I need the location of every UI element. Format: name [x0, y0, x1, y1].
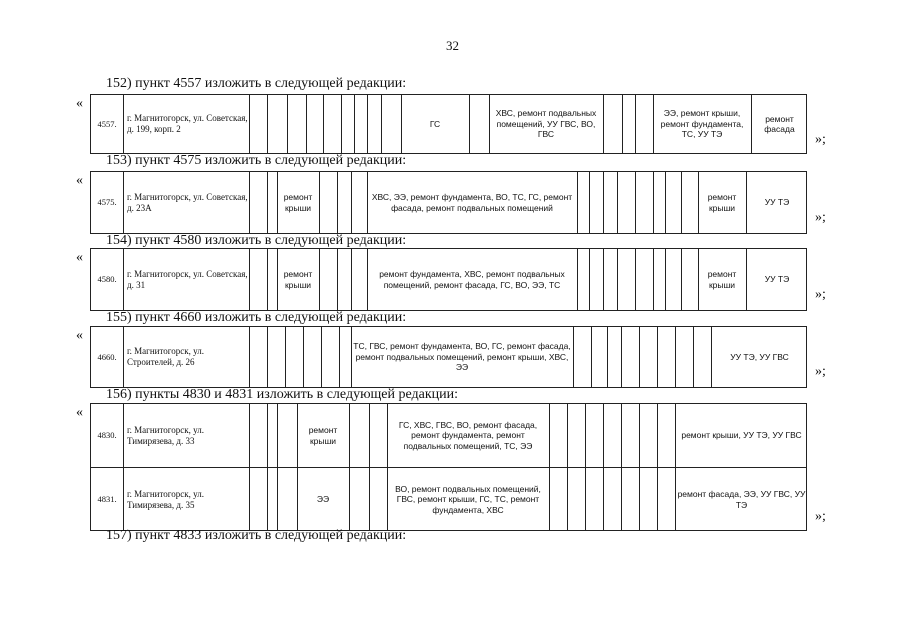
- work-cell: ремонт фасада: [764, 113, 795, 134]
- closing-quote: »;: [815, 210, 826, 225]
- table-row: [91, 404, 806, 467]
- table-row: [91, 327, 806, 387]
- row-number: 4660.: [97, 351, 117, 362]
- table-row: [91, 95, 806, 153]
- table-row: [91, 467, 806, 531]
- row-number: 4831.: [97, 494, 117, 505]
- work-cell: ВО, ремонт подвальных помещений, ГВС, ремонт крыши, ГС, ТС, ремонт фундамента, ХВС: [395, 483, 541, 515]
- work-cell: ГС: [429, 118, 441, 129]
- work-cell: ЭЭ, ремонт крыши, ремонт фундамента, ТС, УУ ТЭ: [660, 108, 744, 140]
- opening-quote: «: [76, 173, 83, 188]
- address-cell: г. Магнитогорск, ул. Советская, д. 23А: [127, 191, 248, 213]
- opening-quote: «: [76, 328, 83, 343]
- work-cell: УУ ТЭ, УУ ГВС: [730, 351, 789, 362]
- address-cell: г. Магнитогорск, ул. Советская, д. 199, корп. 2: [127, 113, 248, 134]
- table-row: [91, 249, 806, 310]
- amendment-heading-154: 154) пункт 4580 изложить в следующей редакции:: [106, 233, 407, 248]
- closing-quote: »;: [815, 287, 826, 302]
- work-cell: ремонт крыши: [283, 192, 313, 213]
- table-4830-4831: [90, 403, 807, 531]
- closing-quote: »;: [815, 132, 826, 147]
- work-cell: ремонт крыши: [283, 269, 313, 290]
- table-row: [91, 172, 806, 233]
- table-4557: [90, 94, 807, 154]
- work-cell: ремонт крыши, УУ ТЭ, УУ ГВС: [681, 430, 802, 441]
- amendment-heading-157: 157) пункт 4833 изложить в следующей редакции:: [106, 528, 407, 543]
- work-cell: ХВС, ЭЭ, ремонт фундамента, ВО, ТС, ГС, ремонт фасада, ремонт подвальных помещений: [371, 192, 573, 213]
- work-cell: ГС, ХВС, ГВС, ВО, ремонт фасада, ремонт фундамента, ремонт подвальных помещений, ТС, ЭЭ: [398, 419, 538, 451]
- row-number: 4830.: [97, 430, 117, 441]
- work-cell: ТС, ГВС, ремонт фундамента, ВО, ГС, ремонт фасада, ремонт подвальных помещений, ремонт крыши, ХВС, ЭЭ: [353, 341, 571, 373]
- page-number: 32: [446, 38, 459, 53]
- table-4660: [90, 326, 807, 388]
- work-cell: ремонт крыши: [707, 269, 737, 290]
- amendment-heading-153: 153) пункт 4575 изложить в следующей редакции:: [106, 153, 407, 168]
- row-number: 4557.: [97, 118, 117, 129]
- address-cell: г. Магнитогорск, ул. Тимирязева, д. 35: [127, 488, 204, 510]
- address-cell: г. Магнитогорск, ул. Тимирязева, д. 33: [127, 424, 204, 446]
- address-cell: г. Магнитогорск, ул. Строителей, д. 26: [127, 346, 204, 367]
- table-4580: [90, 248, 807, 311]
- address-cell: г. Магнитогорск, ул. Советская, д. 31: [127, 268, 248, 290]
- opening-quote: «: [76, 405, 83, 420]
- amendment-heading-152: 152) пункт 4557 изложить в следующей редакции:: [106, 76, 407, 91]
- work-cell: ХВС, ремонт подвальных помещений, УУ ГВС, ВО, ГВС: [495, 108, 597, 140]
- work-cell: ремонт фундамента, ХВС, ремонт подвальных помещений, ремонт фасада, ГС, ВО, ЭЭ, ТС: [379, 269, 565, 290]
- work-cell: ЭЭ: [316, 494, 330, 505]
- amendment-heading-156: 156) пункты 4830 и 4831 изложить в следующей редакции:: [106, 387, 459, 402]
- row-number: 4575.: [97, 197, 117, 208]
- work-cell: УУ ТЭ: [764, 274, 790, 285]
- row-number: 4580.: [97, 274, 117, 285]
- work-cell: ремонт крыши: [308, 425, 338, 446]
- closing-quote: »;: [815, 509, 826, 524]
- work-cell: ремонт крыши: [707, 192, 737, 213]
- opening-quote: «: [76, 250, 83, 265]
- closing-quote: »;: [815, 364, 826, 379]
- table-4575: [90, 171, 807, 234]
- work-cell: УУ ТЭ: [764, 197, 790, 208]
- opening-quote: «: [76, 96, 83, 111]
- amendment-heading-155: 155) пункт 4660 изложить в следующей редакции:: [106, 310, 407, 325]
- work-cell: ремонт фасада, ЭЭ, УУ ГВС, УУ ТЭ: [677, 489, 806, 510]
